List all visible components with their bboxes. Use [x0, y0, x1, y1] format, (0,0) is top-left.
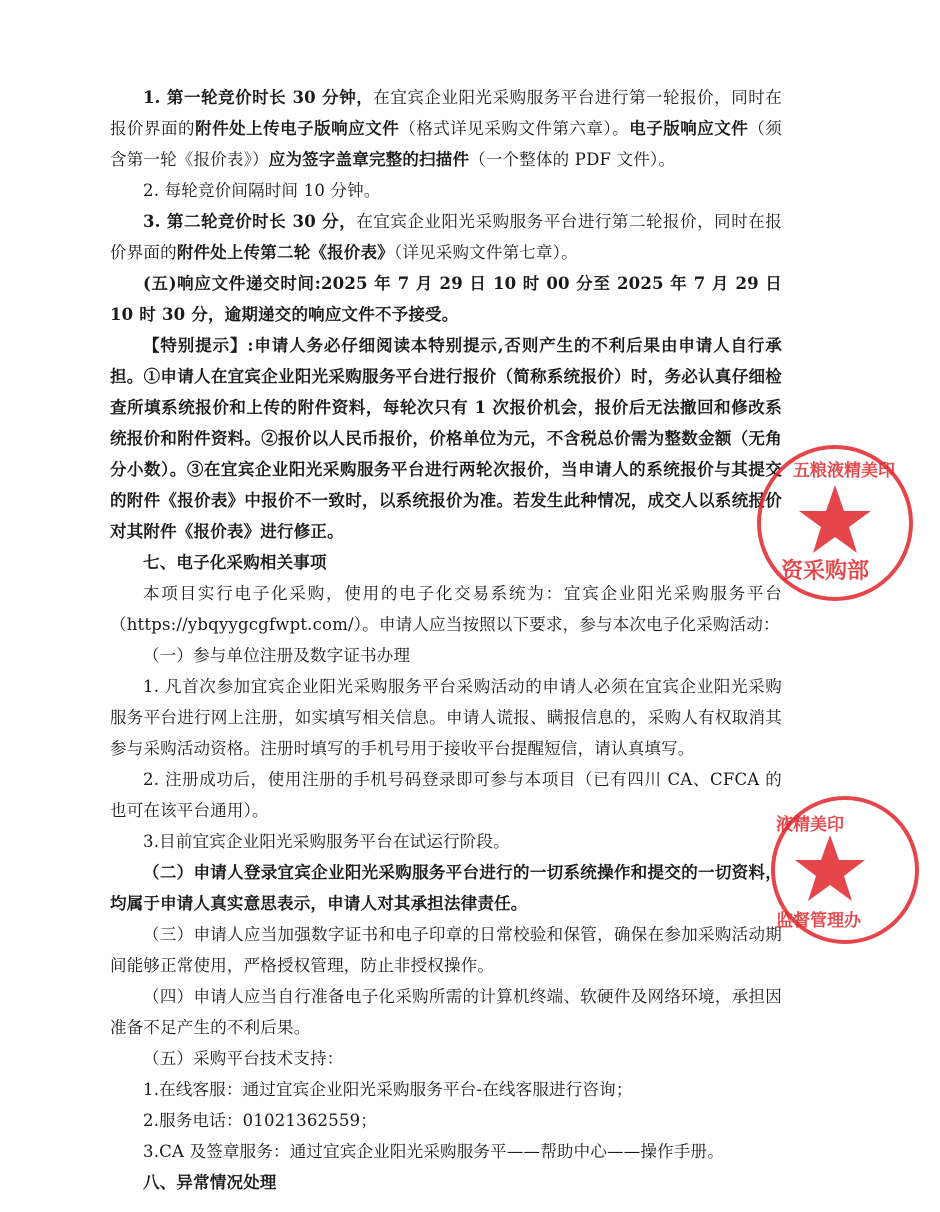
- seal1-text-bottom: 资采购部: [781, 558, 870, 584]
- round2-lead: 3. 第二轮竞价时长 30 分，: [143, 212, 357, 231]
- sub1-item2: 2. 注册成功后，使用注册的手机号码登录即可参与本项目（已有四川 CA、CFCA 的也可在该平台通用）。: [110, 770, 782, 820]
- sub3-paragraph: （三）申请人应当加强数字证书和电子印章的日常校验和保管，确保在参加采购活动期间能够正常使用，严格授权管理，防止非授权操作。: [110, 925, 782, 975]
- seal2-text-bottom: 监督管理办: [776, 911, 861, 931]
- seal1-text-top: 五粮液精美印: [793, 461, 895, 481]
- round2-paragraph: [110, 206, 782, 268]
- round1-attachment: 附件处上传电子版响应文件: [195, 119, 400, 138]
- document-body: [110, 82, 782, 1198]
- sub5-title: （五）采购平台技术支持：: [143, 1049, 344, 1068]
- round1-text-d: （一个整体的 PDF 文件）。: [469, 150, 676, 169]
- seal-star-icon: [799, 485, 871, 553]
- round2-text-b: （详见采购文件第七章）。: [393, 243, 578, 262]
- sub4-paragraph: （四）申请人应当自行准备电子化采购所需的计算机终端、软硬件及网络环境，承担因准备不足产生的不利后果。: [110, 987, 782, 1037]
- seal2-text-top: 液精美印: [776, 815, 844, 835]
- round1-electronic-file: 电子版响应文件: [629, 119, 749, 138]
- response-time-paragraph: (五)响应文件递交时间:2025 年 7 月 29 日 10 时 00 分至 2025 年 7 月 29 日 10 时 30 分，逾期递交的响应文件不予接受。: [110, 274, 782, 324]
- round1-text-b: （格式详见采购文件第六章）。: [399, 119, 630, 138]
- round1-text-a: 在宜宾企业阳光采购服务平台进行第一轮报价，同时在报价界面的: [110, 88, 782, 138]
- round1-paragraph: [110, 82, 782, 175]
- round1-lead: 1. 第一轮竞价时长 30 分钟，: [143, 88, 374, 107]
- sub2-paragraph: （二）申请人登录宜宾企业阳光采购服务平台进行的一切系统操作和提交的一切资料，均属于申请人真实意思表示，申请人对其承担法律责任。: [110, 863, 782, 913]
- seal-graphic-2: [760, 790, 940, 950]
- seal2-star-icon: [795, 835, 865, 901]
- round2-text-a: 在宜宾企业阳光采购服务平台进行第二轮报价，同时在报价界面的: [110, 212, 782, 262]
- section8-title: 八、异常情况处理: [143, 1173, 277, 1192]
- round2-attachment: 附件处上传第二轮《报价表》: [176, 243, 394, 262]
- sub5-item1: 1.在线客服：通过宜宾企业阳光采购服务平台-在线客服进行咨询；: [143, 1080, 633, 1099]
- sub1-item1: 1. 凡首次参加宜宾企业阳光采购服务平台采购活动的申请人必须在宜宾企业阳光采购服务平台进行网上注册，如实填写相关信息。申请人谎报、瞒报信息的，采购人有权取消其参与采购活动资格。注册时填写的手机号用于接收平台提醒短信，请认真填写。: [110, 677, 782, 758]
- sub1-title: （一）参与单位注册及数字证书办理: [143, 646, 411, 665]
- round1-scan-requirement: 应为签字盖章完整的扫描件: [268, 150, 470, 169]
- section7-title: 七、电子化采购相关事项: [143, 553, 327, 572]
- sub5-item2: 2.服务电话：01021362559；: [143, 1111, 378, 1130]
- section7-intro: 本项目实行电子化采购，使用的电子化交易系统为：宜宾企业阳光采购服务平台（https://ybqyygcgfwpt.com/）。申请人应当按照以下要求，参与本次电子化采购活动：: [110, 584, 782, 634]
- sub1-item3: 3.目前宜宾企业阳光采购服务平台在试运行阶段。: [143, 832, 510, 851]
- sub5-item3: 3.CA 及签章服务：通过宜宾企业阳光采购服务平——帮助中心——操作手册。: [143, 1142, 724, 1161]
- round1-text-c: （须含第一轮《报价表》）: [110, 119, 782, 169]
- interval-paragraph: 2. 每轮竞价间隔时间 10 分钟。: [143, 181, 381, 200]
- special-notice-paragraph: 【特别提示】:申请人务必仔细阅读本特别提示,否则产生的不利后果由申请人自行承担。①申请人在宜宾企业阳光采购服务平台进行报价（简称系统报价）时，务必认真仔细检查所填系统报价和上传的附件资料，每轮次只有 1 次报价机会，报价后无法撤回和修改系统报价和附件资料。②报价以人民币报价，价格单位为元，不含税总价需为整数金额（无角分小数）。③在宜宾企业阳光采购服务平台进行两轮次报价，当申请人的系统报价与其提交的附件《报价表》中报价不一致时，以系统报价为准。若发生此种情况，成交人以系统报价对其附件《报价表》进行修正。: [110, 336, 782, 541]
